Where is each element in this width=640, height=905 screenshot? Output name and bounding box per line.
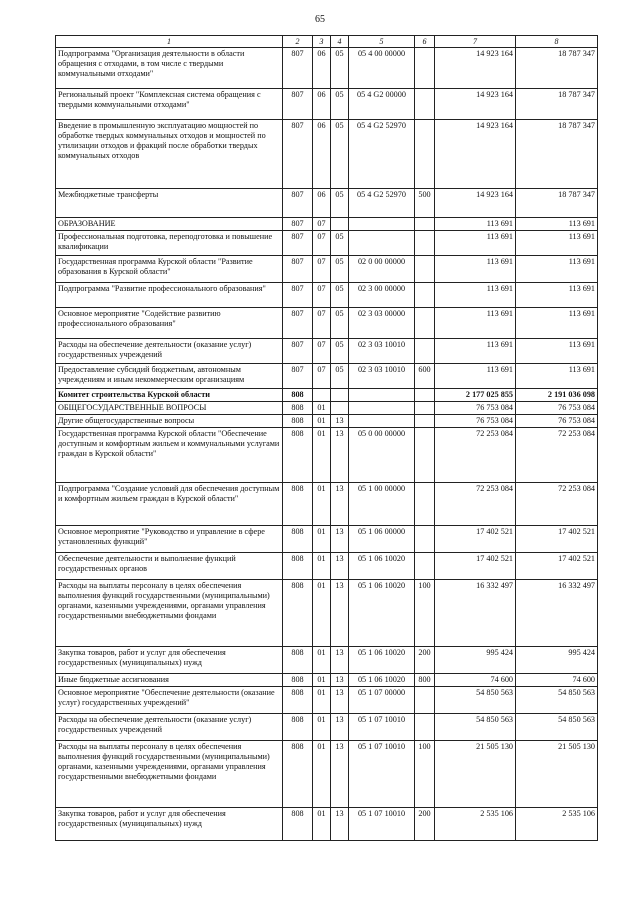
- row-expense-type: [415, 714, 435, 741]
- table-row: [56, 553, 598, 580]
- row-target-article: 05 0 00 00000: [349, 428, 415, 483]
- row-section: [313, 389, 331, 402]
- row-target-article: 05 1 06 10020: [349, 553, 415, 580]
- row-amount-year2: 54 850 563: [516, 714, 598, 741]
- row-subsection: 13: [331, 553, 349, 580]
- row-ved: 808: [283, 647, 313, 674]
- row-target-article: 05 1 06 10020: [349, 674, 415, 687]
- row-section: 01: [313, 647, 331, 674]
- table-row: [56, 308, 598, 339]
- row-name: Другие общегосударственные вопросы: [56, 415, 283, 428]
- header-row: [56, 36, 598, 48]
- row-section: 01: [313, 415, 331, 428]
- row-amount-year2: 113 691: [516, 256, 598, 283]
- page-number: 65: [315, 14, 325, 25]
- row-section: 01: [313, 553, 331, 580]
- row-amount-year1: 113 691: [435, 283, 516, 308]
- row-amount-year2: 113 691: [516, 231, 598, 256]
- row-amount-year2: 16 332 497: [516, 580, 598, 647]
- row-name: Государственная программа Курской области "Развитие образования в Курской области": [56, 256, 283, 283]
- row-subsection: 05: [331, 308, 349, 339]
- row-ved: 807: [283, 120, 313, 189]
- row-section: 07: [313, 339, 331, 364]
- row-amount-year1: 74 600: [435, 674, 516, 687]
- row-subsection: 05: [331, 89, 349, 120]
- row-expense-type: [415, 283, 435, 308]
- row-target-article: 05 4 G2 00000: [349, 89, 415, 120]
- row-amount-year2: 18 787 347: [516, 89, 598, 120]
- table-row: [56, 741, 598, 808]
- row-subsection: [331, 218, 349, 231]
- row-ved: 807: [283, 231, 313, 256]
- table-row: [56, 402, 598, 415]
- row-target-article: 05 1 07 10010: [349, 741, 415, 808]
- row-expense-type: [415, 218, 435, 231]
- row-amount-year1: 54 850 563: [435, 714, 516, 741]
- row-target-article: [349, 389, 415, 402]
- row-expense-type: [415, 415, 435, 428]
- row-amount-year1: 14 923 164: [435, 120, 516, 189]
- row-amount-year1: 995 424: [435, 647, 516, 674]
- row-subsection: 05: [331, 256, 349, 283]
- row-name: Закупка товаров, работ и услуг для обеспечения государственных (муниципальных) нужд: [56, 647, 283, 674]
- row-ved: 807: [283, 218, 313, 231]
- row-amount-year2: 113 691: [516, 308, 598, 339]
- row-target-article: [349, 231, 415, 256]
- row-ved: 808: [283, 808, 313, 841]
- row-amount-year2: 21 505 130: [516, 741, 598, 808]
- table-row: [56, 687, 598, 714]
- row-ved: 807: [283, 89, 313, 120]
- header-cell: 2: [283, 36, 313, 48]
- row-name: Расходы на выплаты персоналу в целях обеспечения выполнения функций государственными (муниципальными) органами, казенными учреждениями, органами управления государственными внебюджетными фондами: [56, 580, 283, 647]
- row-target-article: 05 1 00 00000: [349, 483, 415, 526]
- row-section: 01: [313, 687, 331, 714]
- row-amount-year2: 17 402 521: [516, 553, 598, 580]
- row-target-article: 05 1 07 10010: [349, 714, 415, 741]
- row-ved: 808: [283, 402, 313, 415]
- row-ved: 808: [283, 428, 313, 483]
- row-subsection: 05: [331, 48, 349, 89]
- row-target-article: 02 0 00 00000: [349, 256, 415, 283]
- row-section: 01: [313, 808, 331, 841]
- row-target-article: [349, 218, 415, 231]
- row-expense-type: 800: [415, 674, 435, 687]
- row-subsection: 05: [331, 189, 349, 218]
- row-target-article: [349, 402, 415, 415]
- row-section: 07: [313, 308, 331, 339]
- row-section: 06: [313, 120, 331, 189]
- row-amount-year2: 76 753 084: [516, 415, 598, 428]
- row-ved: 808: [283, 553, 313, 580]
- row-expense-type: [415, 389, 435, 402]
- table-row: [56, 674, 598, 687]
- row-subsection: 05: [331, 339, 349, 364]
- row-target-article: 02 3 03 10010: [349, 339, 415, 364]
- header-cell: 5: [349, 36, 415, 48]
- row-name: Основное мероприятие "Содействие развитию профессионального образования": [56, 308, 283, 339]
- table-row: [56, 647, 598, 674]
- row-amount-year2: 113 691: [516, 339, 598, 364]
- row-name: Региональный проект "Комплексная система обращения с твердыми коммунальными отходами": [56, 89, 283, 120]
- row-amount-year1: 76 753 084: [435, 402, 516, 415]
- row-amount-year1: 113 691: [435, 364, 516, 389]
- row-expense-type: [415, 687, 435, 714]
- row-section: 06: [313, 189, 331, 218]
- row-target-article: 05 4 G2 52970: [349, 120, 415, 189]
- row-expense-type: 200: [415, 647, 435, 674]
- row-section: 01: [313, 402, 331, 415]
- row-amount-year2: 2 535 106: [516, 808, 598, 841]
- row-ved: 807: [283, 339, 313, 364]
- row-section: 01: [313, 483, 331, 526]
- row-expense-type: [415, 231, 435, 256]
- table-row: [56, 364, 598, 389]
- row-subsection: [331, 389, 349, 402]
- row-amount-year2: 76 753 084: [516, 402, 598, 415]
- row-amount-year2: 74 600: [516, 674, 598, 687]
- table-row: [56, 339, 598, 364]
- row-subsection: 13: [331, 526, 349, 553]
- row-target-article: 05 1 07 10010: [349, 808, 415, 841]
- row-name: Комитет строительства Курской области: [56, 389, 283, 402]
- row-amount-year2: 113 691: [516, 218, 598, 231]
- table-row: [56, 218, 598, 231]
- header-cell: 7: [435, 36, 516, 48]
- row-subsection: 13: [331, 687, 349, 714]
- row-expense-type: 500: [415, 189, 435, 218]
- row-ved: 807: [283, 256, 313, 283]
- row-ved: 807: [283, 283, 313, 308]
- row-name: Закупка товаров, работ и услуг для обеспечения государственных (муниципальных) нужд: [56, 808, 283, 841]
- row-target-article: 05 1 06 10020: [349, 647, 415, 674]
- table-row: [56, 120, 598, 189]
- row-name: Подпрограмма "Организация деятельности в области обращения с отходами, в том числе с твердыми коммунальными отходами": [56, 48, 283, 89]
- table-row: [56, 231, 598, 256]
- row-target-article: [349, 415, 415, 428]
- row-subsection: 13: [331, 714, 349, 741]
- row-amount-year2: 17 402 521: [516, 526, 598, 553]
- row-name: Профессиональная подготовка, переподготовка и повышение квалификации: [56, 231, 283, 256]
- row-ved: 808: [283, 741, 313, 808]
- table-row: [56, 256, 598, 283]
- row-amount-year2: 113 691: [516, 364, 598, 389]
- row-amount-year2: 113 691: [516, 283, 598, 308]
- row-section: 06: [313, 89, 331, 120]
- row-section: 07: [313, 231, 331, 256]
- table-row: [56, 283, 598, 308]
- row-ved: 808: [283, 687, 313, 714]
- table-row: [56, 89, 598, 120]
- row-amount-year2: 18 787 347: [516, 189, 598, 218]
- row-name: Подпрограмма "Создание условий для обеспечения доступным и комфортным жильем граждан в Курской области": [56, 483, 283, 526]
- row-expense-type: [415, 553, 435, 580]
- row-expense-type: 200: [415, 808, 435, 841]
- row-amount-year1: 54 850 563: [435, 687, 516, 714]
- row-section: 01: [313, 428, 331, 483]
- row-subsection: 05: [331, 231, 349, 256]
- row-amount-year1: 72 253 084: [435, 483, 516, 526]
- row-amount-year1: 14 923 164: [435, 189, 516, 218]
- row-amount-year1: 2 535 106: [435, 808, 516, 841]
- row-amount-year1: 14 923 164: [435, 48, 516, 89]
- row-name: ОБРАЗОВАНИЕ: [56, 218, 283, 231]
- row-ved: 807: [283, 48, 313, 89]
- row-ved: 808: [283, 483, 313, 526]
- row-section: 07: [313, 364, 331, 389]
- table-row: [56, 808, 598, 841]
- row-amount-year1: 2 177 025 855: [435, 389, 516, 402]
- row-target-article: 05 1 06 00000: [349, 526, 415, 553]
- row-ved: 807: [283, 308, 313, 339]
- row-name: Введение в промышленную эксплуатацию мощностей по обработке твердых коммунальных отходов и мощностей по утилизации отходов и фракций после обработки твердых коммунальных отходов: [56, 120, 283, 189]
- row-amount-year1: 113 691: [435, 339, 516, 364]
- row-section: 01: [313, 580, 331, 647]
- row-amount-year2: 72 253 084: [516, 428, 598, 483]
- row-target-article: 02 3 00 00000: [349, 283, 415, 308]
- row-section: 07: [313, 256, 331, 283]
- row-ved: 807: [283, 364, 313, 389]
- table-row: [56, 483, 598, 526]
- row-subsection: 13: [331, 415, 349, 428]
- header-cell: 4: [331, 36, 349, 48]
- row-expense-type: [415, 120, 435, 189]
- row-target-article: 05 4 00 00000: [349, 48, 415, 89]
- row-name: Расходы на выплаты персоналу в целях обеспечения выполнения функций государственными (муниципальными) органами, казенными учреждениями, органами управления государственными внебюджетными фондами: [56, 741, 283, 808]
- row-subsection: 13: [331, 808, 349, 841]
- row-expense-type: 100: [415, 580, 435, 647]
- row-amount-year1: 14 923 164: [435, 89, 516, 120]
- row-name: Расходы на обеспечение деятельности (оказание услуг) государственных учреждений: [56, 714, 283, 741]
- row-name: Обеспечение деятельности и выполнение функций государственных органов: [56, 553, 283, 580]
- row-name: Межбюджетные трансферты: [56, 189, 283, 218]
- row-subsection: 13: [331, 674, 349, 687]
- row-expense-type: 600: [415, 364, 435, 389]
- row-target-article: 05 1 07 00000: [349, 687, 415, 714]
- table-row: [56, 389, 598, 402]
- row-name: Государственная программа Курской области "Обеспечение доступным и комфортным жильем и коммунальными услугами граждан в Курской области": [56, 428, 283, 483]
- row-expense-type: [415, 89, 435, 120]
- row-amount-year2: 18 787 347: [516, 48, 598, 89]
- row-section: 07: [313, 218, 331, 231]
- row-amount-year1: 76 753 084: [435, 415, 516, 428]
- row-name: Расходы на обеспечение деятельности (оказание услуг) государственных учреждений: [56, 339, 283, 364]
- row-amount-year1: 17 402 521: [435, 526, 516, 553]
- row-amount-year1: 21 505 130: [435, 741, 516, 808]
- row-target-article: 05 1 06 10020: [349, 580, 415, 647]
- row-subsection: 13: [331, 741, 349, 808]
- row-expense-type: [415, 339, 435, 364]
- row-expense-type: [415, 526, 435, 553]
- row-section: 01: [313, 714, 331, 741]
- table-row: [56, 580, 598, 647]
- row-expense-type: 100: [415, 741, 435, 808]
- row-expense-type: [415, 428, 435, 483]
- row-amount-year2: 2 191 036 098: [516, 389, 598, 402]
- row-ved: 808: [283, 674, 313, 687]
- row-subsection: 05: [331, 364, 349, 389]
- row-subsection: [331, 402, 349, 415]
- row-ved: 808: [283, 714, 313, 741]
- row-subsection: 13: [331, 580, 349, 647]
- row-ved: 807: [283, 189, 313, 218]
- row-name: ОБЩЕГОСУДАРСТВЕННЫЕ ВОПРОСЫ: [56, 402, 283, 415]
- header-cell: 1: [56, 36, 283, 48]
- table-row: [56, 428, 598, 483]
- table-row: [56, 714, 598, 741]
- row-subsection: 13: [331, 483, 349, 526]
- row-amount-year1: 113 691: [435, 231, 516, 256]
- row-amount-year1: 113 691: [435, 218, 516, 231]
- row-target-article: 02 3 03 10010: [349, 364, 415, 389]
- row-target-article: 05 4 G2 52970: [349, 189, 415, 218]
- row-amount-year1: 17 402 521: [435, 553, 516, 580]
- row-name: Основное мероприятие "Обеспечение деятельности (оказание услуг) государственных учреждений": [56, 687, 283, 714]
- row-expense-type: [415, 483, 435, 526]
- table-row: [56, 526, 598, 553]
- row-amount-year2: 54 850 563: [516, 687, 598, 714]
- row-subsection: 05: [331, 283, 349, 308]
- row-amount-year2: 72 253 084: [516, 483, 598, 526]
- table-row: [56, 415, 598, 428]
- row-section: 01: [313, 674, 331, 687]
- table-row: [56, 48, 598, 89]
- row-section: 06: [313, 48, 331, 89]
- row-ved: 808: [283, 580, 313, 647]
- row-expense-type: [415, 308, 435, 339]
- row-section: 07: [313, 283, 331, 308]
- budget-table: [55, 35, 598, 841]
- header-cell: 8: [516, 36, 598, 48]
- row-amount-year1: 113 691: [435, 256, 516, 283]
- row-name: Предоставление субсидий бюджетным, автономным учреждениям и иным некоммерческим организациям: [56, 364, 283, 389]
- row-amount-year1: 113 691: [435, 308, 516, 339]
- row-expense-type: [415, 256, 435, 283]
- row-name: Основное мероприятие "Руководство и управление в сфере установленных функций": [56, 526, 283, 553]
- row-ved: 808: [283, 389, 313, 402]
- header-cell: 6: [415, 36, 435, 48]
- row-expense-type: [415, 48, 435, 89]
- row-ved: 808: [283, 415, 313, 428]
- row-amount-year1: 16 332 497: [435, 580, 516, 647]
- row-expense-type: [415, 402, 435, 415]
- row-section: 01: [313, 526, 331, 553]
- row-name: Подпрограмма "Развитие профессионального образования": [56, 283, 283, 308]
- row-ved: 808: [283, 526, 313, 553]
- row-subsection: 13: [331, 647, 349, 674]
- row-amount-year2: 995 424: [516, 647, 598, 674]
- row-name: Иные бюджетные ассигнования: [56, 674, 283, 687]
- row-amount-year2: 18 787 347: [516, 120, 598, 189]
- row-section: 01: [313, 741, 331, 808]
- row-subsection: 13: [331, 428, 349, 483]
- row-subsection: 05: [331, 120, 349, 189]
- header-cell: 3: [313, 36, 331, 48]
- row-target-article: 02 3 03 00000: [349, 308, 415, 339]
- table-row: [56, 189, 598, 218]
- row-amount-year1: 72 253 084: [435, 428, 516, 483]
